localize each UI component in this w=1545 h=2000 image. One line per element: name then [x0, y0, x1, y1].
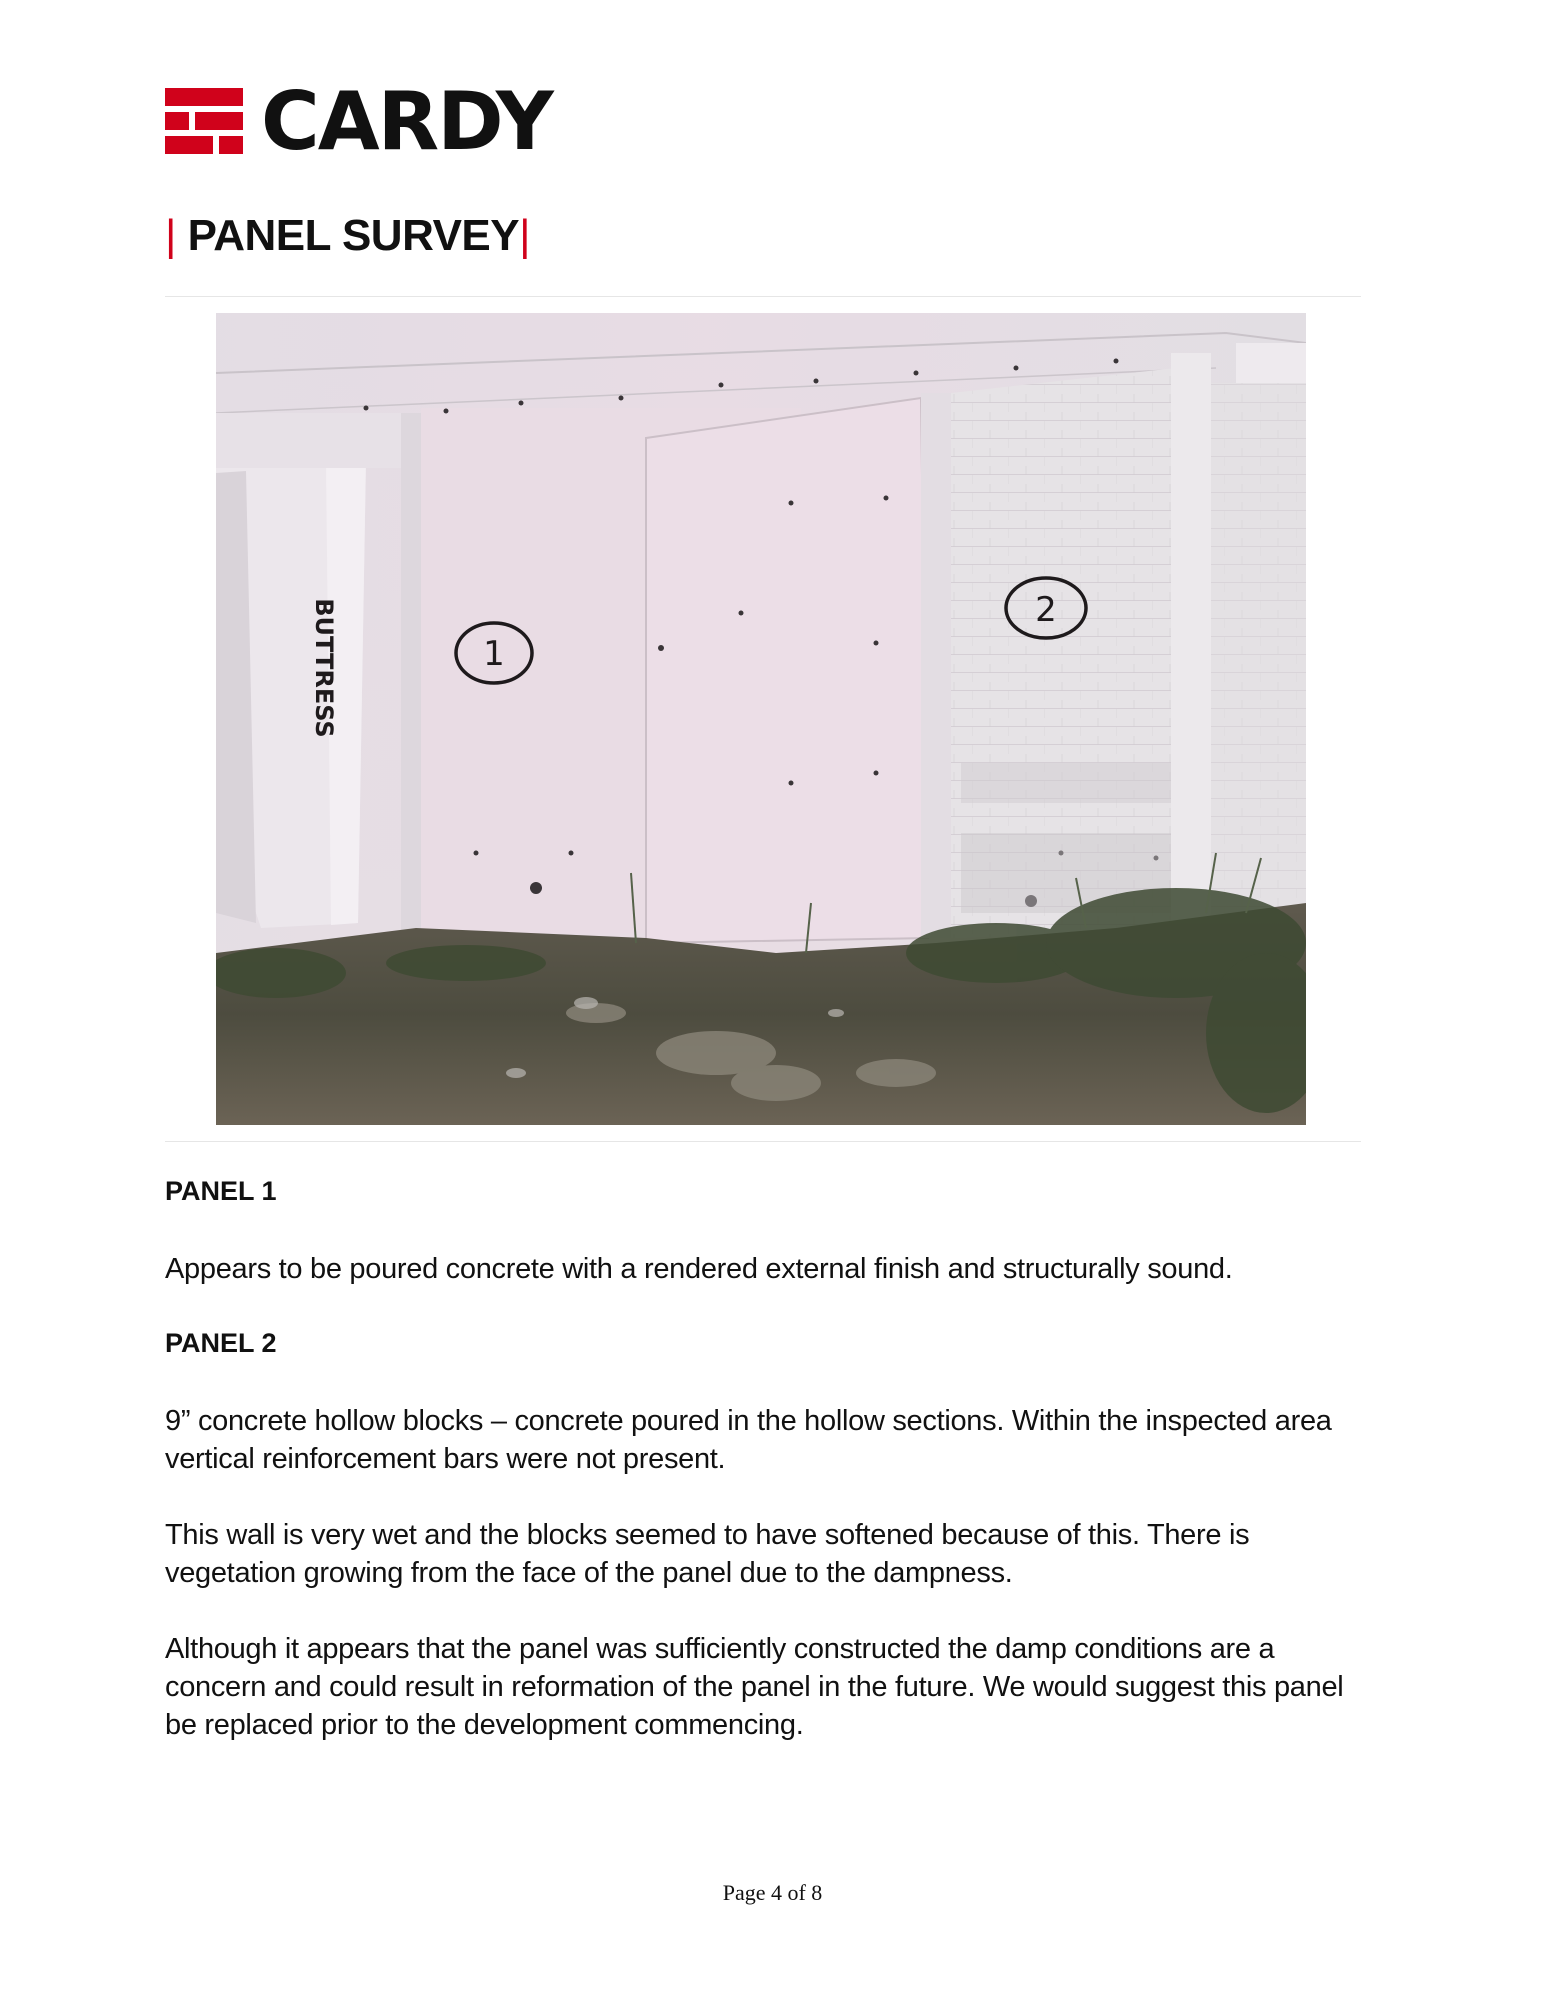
wall-photo [216, 313, 1306, 1125]
panel1-marker: 1 [483, 634, 505, 674]
panel-1-paragraph-1: Appears to be poured concrete with a rendered external finish and structurally sound. [165, 1253, 1233, 1285]
title-bar-right: | [519, 211, 531, 260]
brand-logo [165, 75, 552, 168]
panel-2-paragraph-3: Although it appears that the panel was sufficiently constructed the damp conditions are a concern and could result in reformation of the panel in the future. We would suggest this panel be replaced prior to the development commencing. [165, 1633, 1344, 1741]
panel-1-heading: PANEL 1 [165, 1176, 277, 1206]
buttress-label: BUTTRESS [310, 598, 338, 738]
title-text: PANEL SURVEY [187, 211, 520, 260]
panel-2-paragraph-2: This wall is very wet and the blocks seemed to have softened because of this. There is vegetation growing from the face of the panel due to the dampness. [165, 1519, 1250, 1589]
title-bar-left: | [165, 211, 176, 260]
panel2-marker: 2 [1035, 590, 1057, 630]
page-number: Page 4 of 8 [722, 1880, 823, 1905]
brick-wall-icon [165, 88, 243, 156]
panel-2-heading: PANEL 2 [165, 1328, 277, 1358]
brand-name: CARDY [261, 75, 552, 168]
page-title [165, 210, 530, 262]
panel-2-paragraph-1: 9” concrete hollow blocks – concrete poured in the hollow sections. Within the inspected area vertical reinforcement bars were not present. [165, 1405, 1332, 1475]
